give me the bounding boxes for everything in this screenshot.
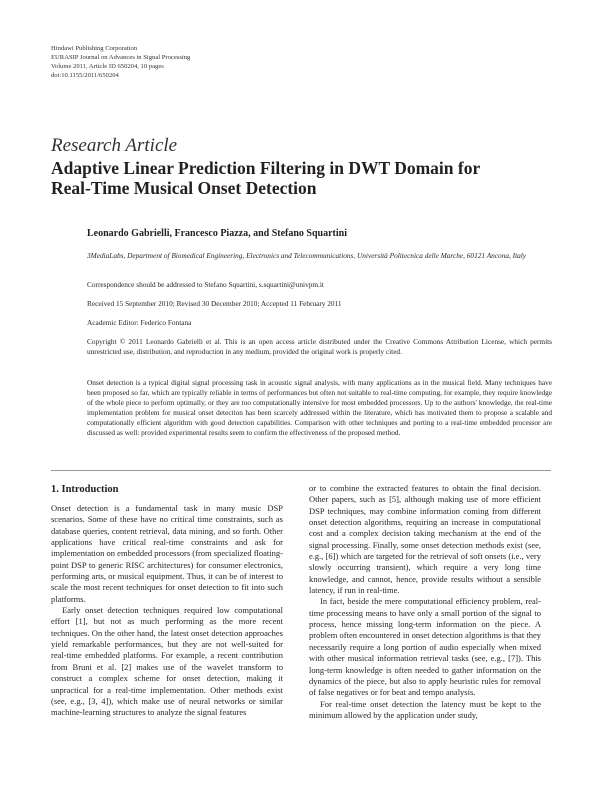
- left-column: [51, 483, 283, 719]
- volume-line: Volume 2011, Article ID 650204, 10 pages: [51, 63, 164, 70]
- received-dates: Received 15 September 2010; Revised 30 December 2010; Accepted 11 February 2011: [87, 299, 342, 308]
- journal-header: [51, 44, 190, 80]
- abstract: Onset detection is a typical digital signal processing task in acoustic signal analysis, with many applications as in the musical field. Many techniques have been proposed so far, which are typically reliable in terms of performances but often not suitable to real-time computing, for example, they require knowledge of the whole piece to perform optimally, or they are too computationally intensive for most embedded processors. Up to the authors' knowledge, the real-time implementation problem for musical onset detection has been scarcely addressed within the literature, which has motivated them to propose a scalable and computationally efficient algorithm with good detection capabilities. Comparison with other techniques and porting to a real-time embedded processor are discussed as well: provided experimental results seem to confirm the effectiveness of the proposed method.: [87, 378, 552, 437]
- authors: Leonardo Gabrielli, Francesco Piazza, and Stefano Squartini: [87, 228, 347, 239]
- paragraph: or to combine the extracted features to obtain the final decision. Other papers, such as [5], although making use of more efficient DSP techniques, may combine information coming from different onset detection algorithms, requiring an increase in computational cost and a complex decision taking mechanism at the end of the signal processing. Finally, some onset detection methods exist (see, e.g., [6]) which are targeted for the retrieval of soft onsets (i.e., very slowly occurring transient), which require a very long time knowledge, and cannot, hence, provide results without a sensible latency, if run in real-time.: [309, 483, 541, 596]
- correspondence: Correspondence should be addressed to Stefano Squartini, s.squartini@univpm.it: [87, 280, 324, 289]
- journal-name-line: EURASIP Journal on Advances in Signal Processing: [51, 54, 191, 61]
- affiliation: 3MediaLabs, Department of Biomedical Engineering, Electronics and Telecommunications, Università Politecnica delle Marche, 60121 Ancona, Italy: [87, 251, 527, 260]
- section-heading: 1. Introduction: [51, 484, 119, 495]
- right-column: [309, 483, 541, 721]
- paper-title: [51, 158, 551, 198]
- paragraph: Onset detection is a fundamental task in many music DSP scenarios. Some of these have no critical time constraints, such as database queries, content retrieval, data mining, and so forth. Other applications have critical real-time constraints and ask for implementation on embedded processors (from specialized floating-point DSP to generic RISC architectures) for consumer electronics, performing arts, or musical equipment. Thus, it can be of interest to scale the most recent techniques for onset detection to fit into such platforms.: [51, 503, 283, 604]
- publisher-line: Hindawi Publishing Corporation: [51, 45, 138, 52]
- article-type: Research Article: [51, 135, 178, 156]
- section-divider: [51, 470, 551, 471]
- title-line-2: Real-Time Musical Onset Detection: [51, 178, 317, 198]
- doi-line: doi:10.1155/2011/650204: [51, 72, 119, 79]
- academic-editor: Academic Editor: Federico Fontana: [87, 318, 192, 327]
- title-line-1: Adaptive Linear Prediction Filtering in DWT Domain for: [51, 158, 481, 178]
- paragraph: In fact, beside the mere computational efficiency problem, real-time processing means to have only a small portion of the signal to process, hence missing long-term information on the piece. A problem often encountered in onset detection algorithms is that they necessarily require a long portion of audio especially when mixed with other musical information retrieval tasks (see, e.g., [7]). This long-term knowledge is often needed to gather information on the dynamics of the piece, but also to apply heuristic rules for removal of false negatives or for beat and tempo analysis.: [309, 596, 541, 698]
- copyright-notice: Copyright © 2011 Leonardo Gabrielli et al. This is an open access article distributed under the Creative Commons Attribution License, which permits unrestricted use, distribution, and reproduction in any medium, provided the original work is properly cited.: [87, 337, 552, 356]
- paragraph: Early onset detection techniques required low computational effort [1], but not as much performing as the more recent techniques. On the other hand, the latest onset detection approaches yield remarkable performances, but they are not well-suited for real-time embedded platforms. For example, a recent contribution from Bruni et al. [2] makes use of the wavelet transform to construct a complex scheme for onset detection, making it unpractical for a real-time implementation. Other methods exist (see, e.g., [3, 4]), which make use of neural networks or similar machine-learning structures to analyze the signal features: [51, 605, 283, 718]
- paragraph: For real-time onset detection the latency must be kept to the minimum allowed by the application under study,: [309, 698, 541, 720]
